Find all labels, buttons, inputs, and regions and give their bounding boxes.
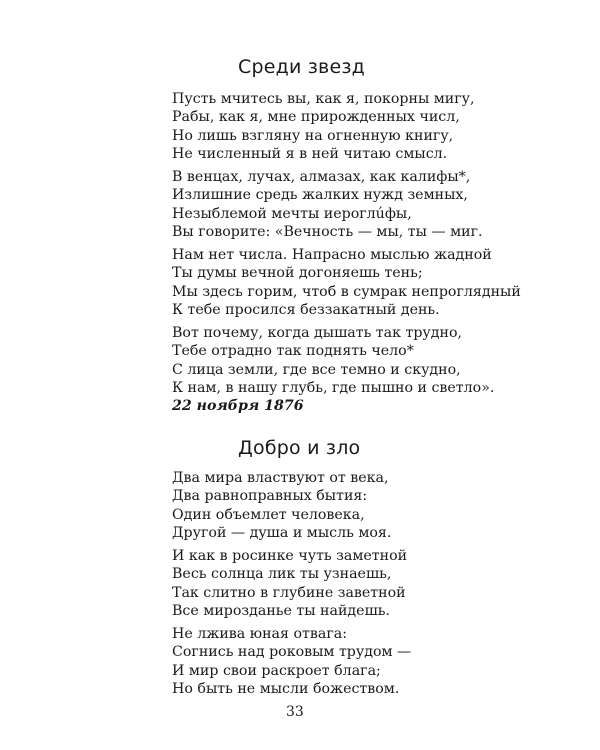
- verse-line: Вы говорите: «Вечность — мы, ты — миг.: [172, 223, 483, 240]
- verse-line: С лица земли, где все темно и скудно,: [172, 361, 461, 378]
- stanza: [172, 547, 407, 620]
- stanza: [172, 625, 411, 698]
- verse-line: Не численный я в ней читаю смысл.: [172, 145, 448, 162]
- verse-line: Согнись над роковым трудом —: [172, 644, 412, 661]
- verse-line: Один объемлет человека,: [172, 506, 365, 523]
- poem-title: Добро и зло: [238, 437, 361, 459]
- stanza: [172, 90, 475, 163]
- verse-line: К тебе просился беззакатный день.: [172, 301, 440, 318]
- verse-line: Мы здесь горим, чтоб в сумрак непроглядный: [172, 283, 521, 300]
- verse-line: Пусть мчитесь вы, как я, покорны мигу,: [172, 91, 475, 107]
- verse-line: Два равноправных бытия:: [172, 488, 368, 505]
- verse-line: Нам нет числа. Напрасно мыслью жадной: [172, 247, 492, 263]
- verse-line: И как в росинке чуть заметной: [172, 548, 408, 564]
- verse-line: Но быть не мысли божеством.: [172, 680, 400, 697]
- verse-line: Другой — душа и мысль моя.: [172, 524, 392, 541]
- verse-line: Незыблемой мечты иероглúфы,: [172, 205, 412, 222]
- verse-line: Рабы, как я, мне прирожденных числ,: [172, 109, 460, 126]
- verse-line: Так слитно в глубине заветной: [172, 584, 406, 601]
- verse-line: Но лишь взгляну на огненную книгу,: [172, 127, 454, 144]
- poem-title: Среди звезд: [238, 56, 365, 78]
- verse-line: Ты думы вечной догоняешь тень;: [172, 265, 423, 282]
- stanza: [172, 168, 483, 241]
- verse-line: Вот почему, когда дышать так трудно,: [172, 325, 463, 341]
- poem-date: 22 ноября 1876: [172, 398, 304, 414]
- verse-line: Весь солнца лик ты узнаешь,: [172, 566, 392, 583]
- verse-line: Излишние средь жалких нужд земных,: [172, 187, 468, 204]
- verse-line: Все мирозданье ты найдешь.: [172, 602, 390, 619]
- verse-line: Тебе отрадно так поднять чело*: [172, 343, 414, 360]
- stanza: [172, 469, 391, 542]
- page-number: 33: [286, 704, 304, 720]
- verse-line: К нам, в нашу глубь, где пышно и светло».: [172, 379, 495, 396]
- verse-line: Не лжива юная отвага:: [172, 626, 347, 642]
- stanza: [172, 246, 521, 319]
- verse-line: Два мира властвуют от века,: [172, 470, 389, 486]
- stanza: [172, 324, 494, 397]
- verse-line: В венцах, лучах, алмазах, как калифы*,: [172, 169, 471, 185]
- verse-line: И мир свои раскроет блага;: [172, 662, 381, 679]
